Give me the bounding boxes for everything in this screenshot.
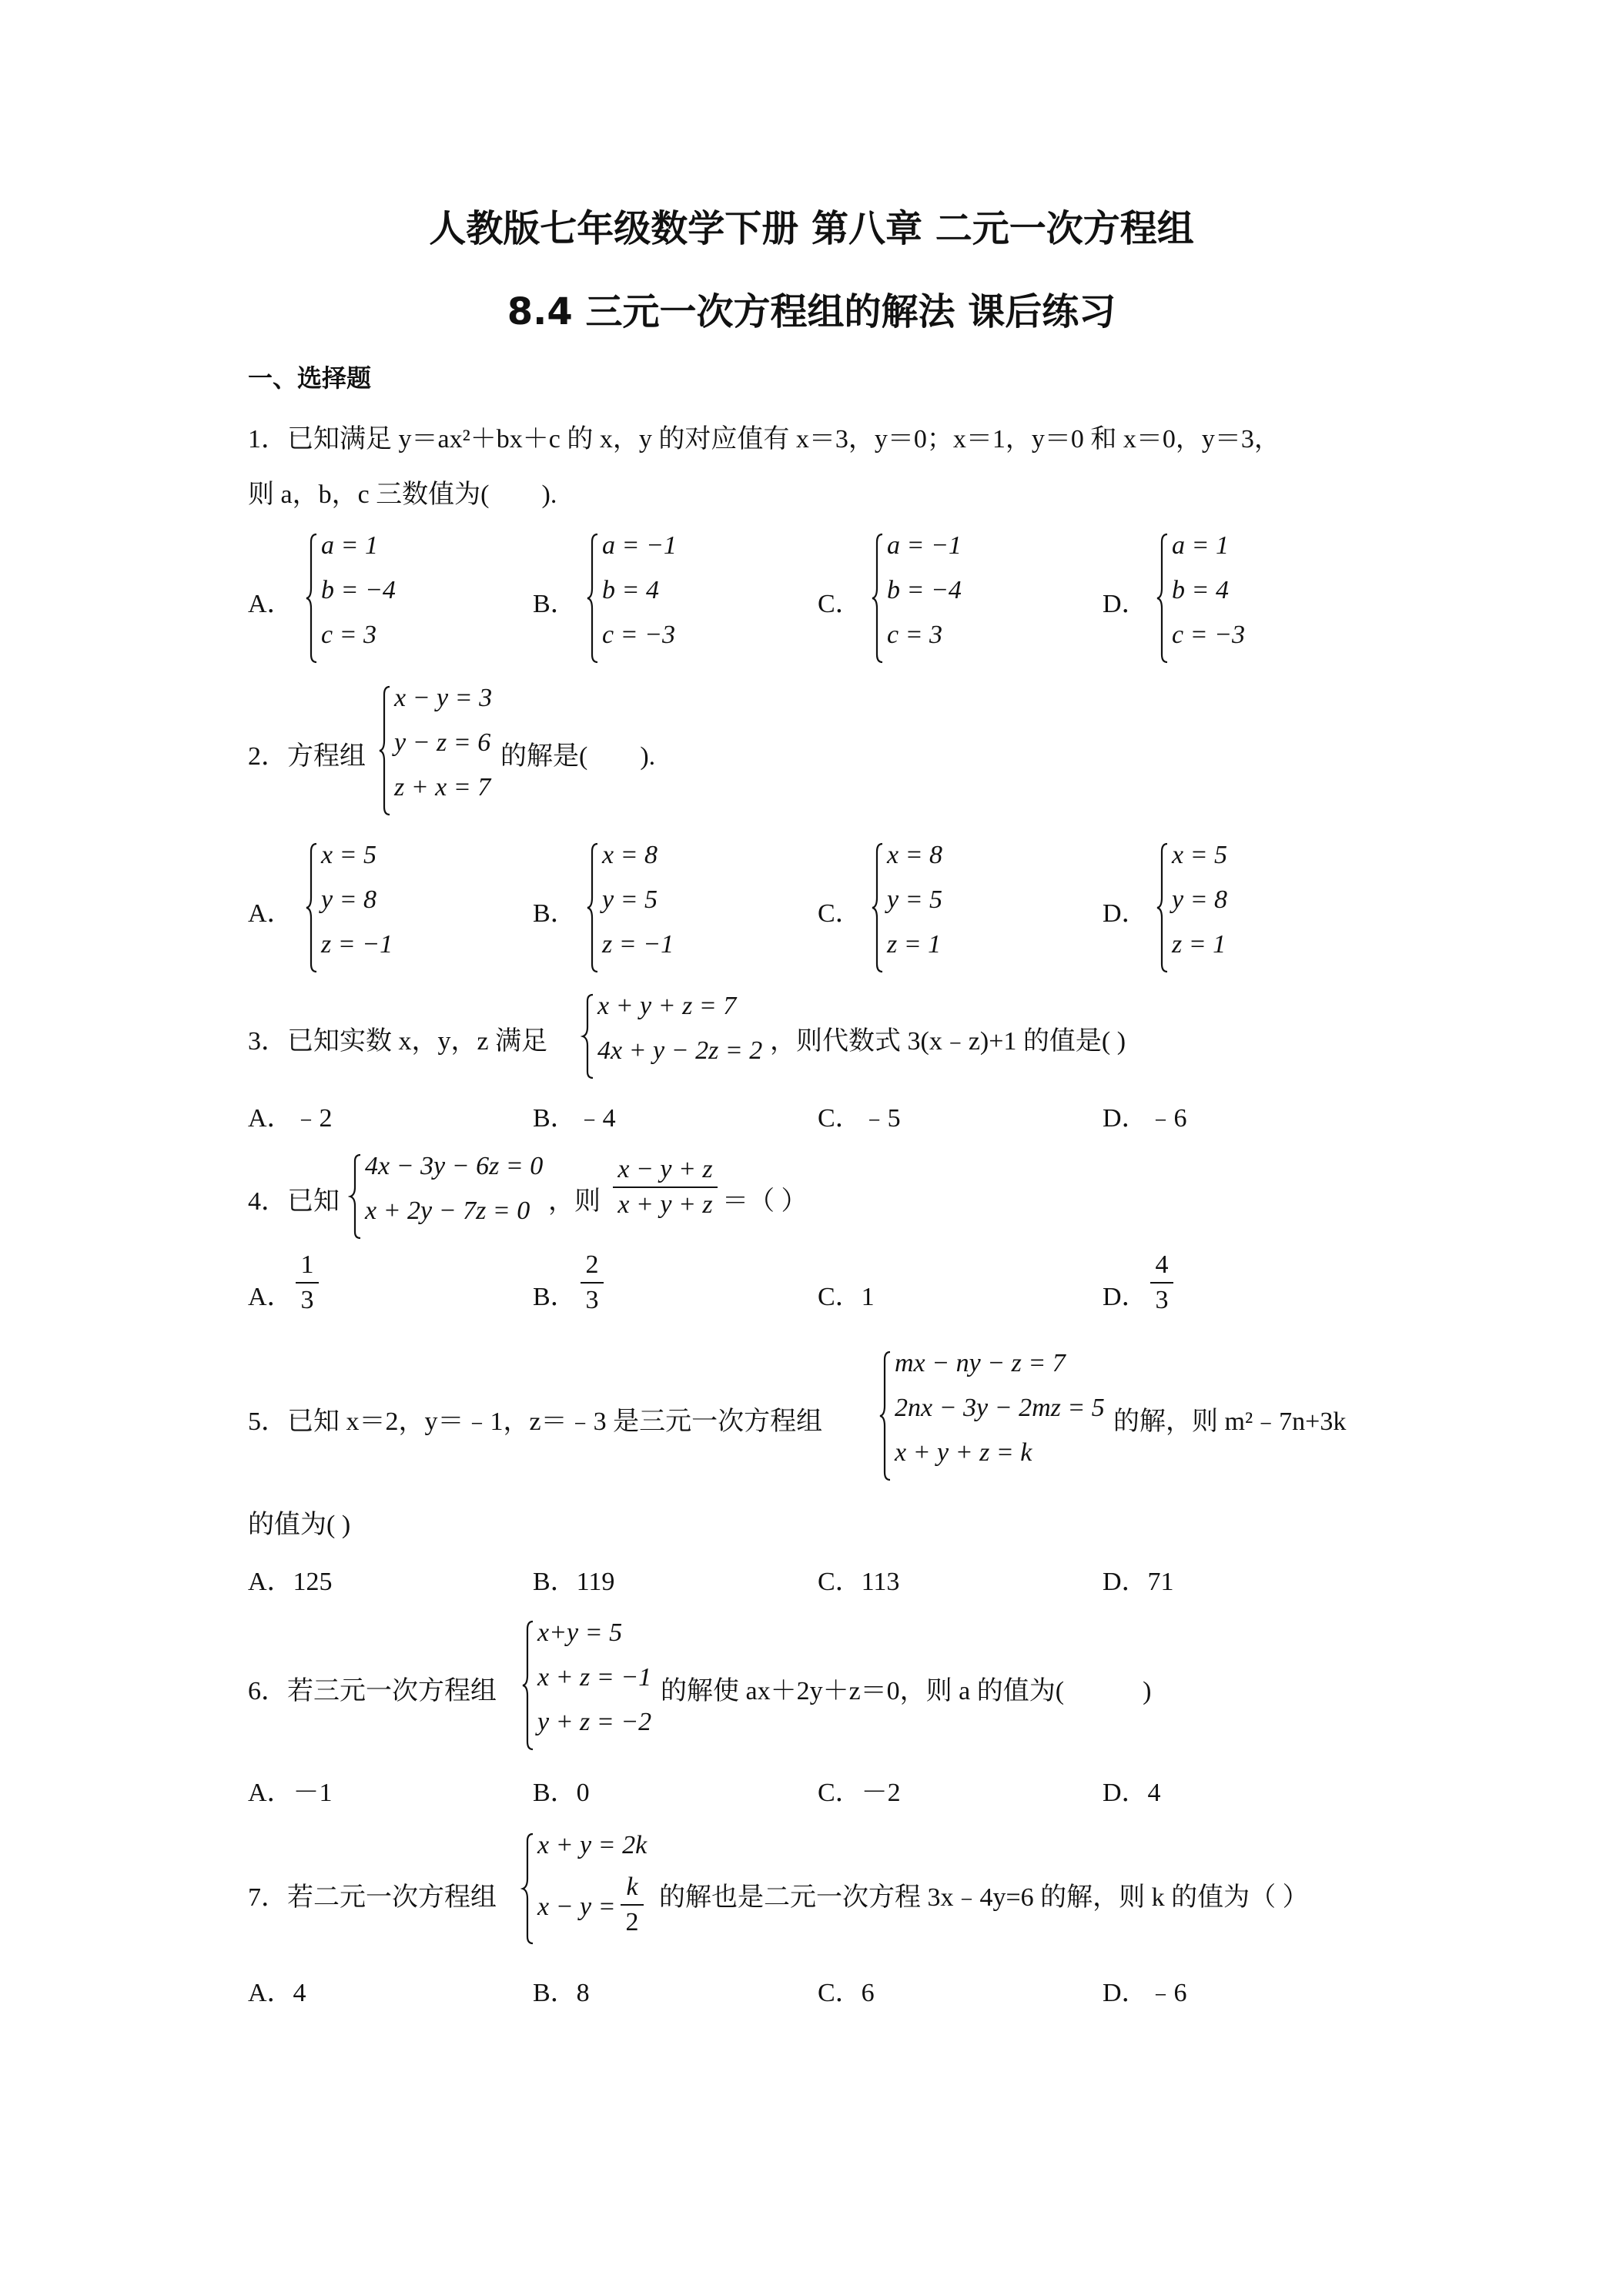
q1-option-b-label: B．: [533, 590, 577, 618]
fraction-numerator: 4: [1155, 1250, 1169, 1279]
system-row: a = −1: [602, 531, 677, 560]
system-row: x + y = 2k: [537, 1831, 648, 1859]
brace-icon: [585, 841, 602, 975]
q4-mid-text: ，则: [548, 1187, 601, 1216]
q7-fraction: [621, 1873, 644, 1937]
q3-option-a: A．﹣2: [248, 1104, 333, 1133]
system-row: b = −4: [887, 576, 962, 604]
q4-system: [348, 1152, 556, 1241]
system-row: 4x − 3y − 6z = 0: [365, 1152, 544, 1180]
system-row: mx − ny − z = 7: [895, 1349, 1066, 1377]
system-row: y − z = 6: [394, 728, 491, 757]
q2-suffix: 的解是( ).: [500, 742, 656, 771]
fraction-bar: [296, 1282, 319, 1284]
q1-option-a-system: [304, 531, 458, 665]
q3-suffix: ，则代数式 3(x﹣z)+1 的值是( ): [770, 1027, 1126, 1056]
fraction-denominator: x + y + z: [617, 1190, 713, 1219]
q4-prefix: 4．已知: [248, 1187, 340, 1216]
q7-option-c: C．6: [818, 1979, 875, 2007]
q1-option-d-system: [1155, 531, 1309, 665]
fraction-numerator: k: [626, 1873, 638, 1901]
q2-option-a-system: [304, 841, 458, 975]
q7-prefix: 7．若二元一次方程组: [248, 1883, 497, 1912]
fraction-bar: [613, 1186, 718, 1188]
q7-option-a: A．4: [248, 1979, 306, 2007]
brace-icon: [304, 841, 321, 975]
q3-option-c: C．﹣5: [818, 1104, 901, 1133]
brace-icon: [878, 1349, 895, 1483]
q4-suffix: ＝（ ）: [722, 1187, 808, 1216]
system-row: y = 8: [321, 885, 377, 914]
q4-option-d-fraction: [1150, 1250, 1173, 1315]
q4-option-a-fraction: [296, 1250, 319, 1315]
system-row: x + z = −1: [537, 1663, 652, 1692]
q1-option-c-system: [870, 531, 1024, 665]
q5-system: [878, 1349, 1124, 1483]
q4-option-b-fraction: [581, 1250, 604, 1315]
brace-icon: [520, 1618, 537, 1752]
system-row: a = 1: [1172, 531, 1229, 560]
brace-icon: [520, 1831, 537, 1946]
system-row: z + x = 7: [394, 773, 491, 802]
system-row: b = 4: [1172, 576, 1229, 604]
brace-icon: [585, 531, 602, 665]
brace-icon: [348, 1152, 365, 1241]
q3-prefix: 3．已知实数 x，y，z 满足: [248, 1027, 548, 1056]
q7-option-d: D．﹣6: [1103, 1979, 1187, 2007]
system-row: x+y = 5: [537, 1618, 623, 1647]
system-row: b = −4: [321, 576, 396, 604]
q5-option-b: B．119: [533, 1568, 615, 1596]
q5-option-d: D．71: [1103, 1568, 1174, 1596]
fraction-numerator: x − y + z: [617, 1155, 713, 1183]
fraction-bar: [581, 1282, 604, 1284]
system-row: z = −1: [602, 930, 674, 959]
fraction-denominator: 3: [585, 1286, 599, 1314]
q7-system: [520, 1831, 667, 1946]
fraction-denominator: 3: [1155, 1286, 1169, 1314]
q7-option-b: B．8: [533, 1979, 590, 2007]
q6-option-c: C．－2: [818, 1779, 901, 1807]
q6-prefix: 6．若三元一次方程组: [248, 1677, 497, 1705]
system-row: x − y =: [537, 1893, 616, 1921]
q4-option-a-label: A．: [248, 1283, 293, 1311]
q2-option-a-label: A．: [248, 899, 293, 928]
brace-icon: [581, 992, 597, 1081]
system-row: a = −1: [887, 531, 962, 560]
q6-option-d: D．4: [1103, 1779, 1161, 1807]
system-row: z = 1: [887, 930, 942, 959]
q4-option-d-label: D．: [1103, 1283, 1148, 1311]
system-row: y = 8: [1172, 885, 1228, 914]
system-row: z = −1: [321, 930, 393, 959]
q2-option-b-label: B．: [533, 899, 577, 928]
system-row: x = 8: [602, 841, 658, 869]
q4-option-c: C．1: [818, 1283, 875, 1311]
system-row: z = 1: [1172, 930, 1226, 959]
system-row: 4x + y − 2z = 2: [597, 1036, 763, 1065]
brace-icon: [377, 684, 394, 818]
q5-stem-line-2: 的值为( ): [248, 1511, 351, 1539]
q6-suffix: 的解使 ax＋2y＋z＝0，则 a 的值为( ): [661, 1677, 1152, 1705]
fraction-denominator: 2: [625, 1908, 639, 1936]
section-heading: 一、选择题: [248, 363, 372, 393]
q3-option-d: D．﹣6: [1103, 1104, 1187, 1133]
q5-option-c: C．113: [818, 1568, 900, 1596]
q2-option-d-system: [1155, 841, 1309, 975]
title-line-1: 人教版七年级数学下册 第八章 二元一次方程组: [429, 207, 1194, 250]
q1-option-b-system: [585, 531, 739, 665]
system-row: y + z = −2: [537, 1708, 652, 1736]
q5-prefix: 5．已知 x＝2，y＝﹣1，z＝﹣3 是三元一次方程组: [248, 1407, 823, 1436]
q7-suffix: 的解也是二元一次方程 3x﹣4y=6 的解，则 k 的值为（ ）: [659, 1883, 1309, 1912]
fraction-bar: [1150, 1282, 1173, 1284]
brace-icon: [1155, 841, 1172, 975]
q6-option-b: B．0: [533, 1779, 590, 1807]
system-row: x = 5: [321, 841, 377, 869]
system-row: x + 2y − 7z = 0: [365, 1197, 530, 1225]
system-row: b = 4: [602, 576, 659, 604]
brace-icon: [304, 531, 321, 665]
system-row: a = 1: [321, 531, 378, 560]
system-row: 2nx − 3y − 2mz = 5: [895, 1394, 1105, 1422]
q3-system: [581, 992, 781, 1081]
q2-option-c-system: [870, 841, 1024, 975]
fraction-denominator: 3: [300, 1286, 314, 1314]
system-row: c = −3: [602, 621, 675, 649]
system-row: c = 3: [887, 621, 943, 649]
q2-option-b-system: [585, 841, 739, 975]
q2-option-c-label: C．: [818, 899, 862, 928]
q2-option-d-label: D．: [1103, 899, 1148, 928]
brace-icon: [870, 531, 887, 665]
fraction-numerator: 1: [300, 1250, 314, 1279]
system-row: c = −3: [1172, 621, 1245, 649]
fraction-bar: [621, 1904, 644, 1906]
system-row: x = 5: [1172, 841, 1228, 869]
q4-option-b-label: B．: [533, 1283, 577, 1311]
fraction-numerator: 2: [585, 1250, 599, 1279]
q4-fraction: [613, 1155, 718, 1220]
q1-stem-line-1: 1．已知满足 y＝ax²＋bx＋c 的 x，y 的对应值有 x＝3，y＝0；x＝1，y＝0 和 x＝0，y＝3，: [248, 425, 1280, 454]
system-row: y = 5: [602, 885, 658, 914]
system-row: x = 8: [887, 841, 943, 869]
q5-option-a: A．125: [248, 1568, 333, 1596]
q1-stem-line-2: 则 a，b，c 三数值为( ).: [248, 480, 557, 509]
system-row: y = 5: [887, 885, 943, 914]
system-row: x − y = 3: [394, 684, 493, 712]
q3-option-b: B．﹣4: [533, 1104, 616, 1133]
system-row: x + y + z = k: [895, 1438, 1032, 1467]
title-line-2: 8.4 三元一次方程组的解法 课后练习: [507, 290, 1116, 333]
q2-prefix: 2．方程组: [248, 742, 366, 771]
q5-suffix: 的解，则 m²﹣7n+3k: [1113, 1407, 1347, 1436]
q1-option-a-label: A．: [248, 590, 293, 618]
q1-option-c-label: C．: [818, 590, 862, 618]
brace-icon: [870, 841, 887, 975]
q6-option-a: A．－1: [248, 1779, 333, 1807]
system-row: c = 3: [321, 621, 377, 649]
q1-option-d-label: D．: [1103, 590, 1148, 618]
system-row: x + y + z = 7: [597, 992, 737, 1020]
brace-icon: [1155, 531, 1172, 665]
